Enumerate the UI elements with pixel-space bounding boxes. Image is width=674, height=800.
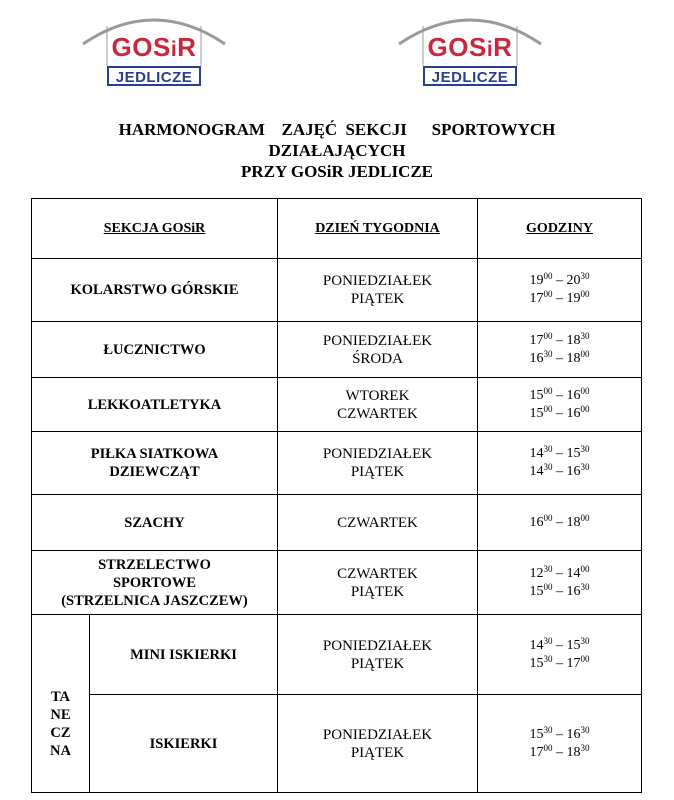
day-name: CZWARTEK (337, 405, 418, 422)
section-name-line: LEKKOATLETYKA (87, 396, 222, 413)
hours-range: $15^{00} - 16^{00}$ (529, 385, 590, 403)
day-name: WTOREK (345, 387, 410, 404)
table-row (32, 551, 642, 615)
hours-cell (478, 551, 642, 615)
day-name: ŚRODA (352, 350, 403, 367)
header-day: DZIEŃ TYGODNIA (278, 199, 478, 259)
hours-range: $15^{30} - 17^{00}$ (529, 653, 590, 671)
table-row (32, 495, 642, 551)
minutes: 30 (543, 653, 553, 664)
minutes: 00 (543, 742, 553, 753)
hours-range: $15^{00} - 16^{00}$ (529, 403, 590, 421)
title-line-2: DZIAŁAJĄCYCH (268, 141, 406, 160)
hours-range: $16^{00} - 18^{00}$ (529, 512, 590, 530)
title-line-3: PRZY GOSiR JEDLICZE (240, 162, 434, 181)
minutes: 00 (543, 385, 553, 396)
hours-cell (478, 432, 642, 495)
section-name-line: SZACHY (124, 514, 185, 531)
day-cell (278, 551, 478, 615)
table-row (32, 695, 642, 793)
logo-left (81, 4, 227, 90)
hours-range: $14^{30} - 15^{30}$ (529, 635, 590, 653)
header-hours: GODZINY (478, 199, 642, 259)
hours-range: $17^{00} - 19^{00}$ (529, 289, 590, 306)
section-name (32, 432, 278, 495)
hours-range: $17^{00} - 18^{30}$ (529, 330, 590, 348)
hours-cell (478, 322, 642, 378)
section-name-line: ŁUCZNICTWO (103, 341, 206, 358)
minutes: 00 (580, 403, 590, 414)
section-name-line: SPORTOWE (112, 574, 197, 591)
subsection-name-line: ISKIERKI (149, 735, 218, 752)
hours-range: $12^{30} - 14^{00}$ (529, 563, 590, 581)
minutes: 30 (580, 462, 590, 472)
section-name-line: (STRZELNICA JASZCZEW) (61, 592, 248, 609)
minutes: 30 (580, 742, 590, 753)
day-cell (278, 378, 478, 432)
section-name (32, 378, 278, 432)
logo-brand: GOSiR (427, 32, 513, 62)
minutes: 00 (543, 581, 553, 592)
section-name (32, 495, 278, 551)
hours-range: $14^{30} - 15^{30}$ (529, 444, 590, 461)
minutes: 00 (543, 512, 553, 523)
hours-cell (478, 378, 642, 432)
minutes: 30 (543, 348, 553, 359)
day-cell (278, 322, 478, 378)
page-title (0, 119, 674, 182)
minutes: 30 (543, 444, 553, 454)
hours-cell (478, 259, 642, 322)
table-header-row (32, 199, 642, 259)
minutes: 30 (543, 563, 553, 574)
day-name: PIĄTEK (350, 744, 405, 761)
minutes: 30 (580, 271, 590, 281)
section-name-line: STRZELECTWO (98, 556, 211, 573)
table-row (32, 432, 642, 495)
hours-range: $17^{00} - 18^{30}$ (529, 742, 590, 760)
day-cell (278, 432, 478, 495)
minutes: 00 (580, 512, 590, 523)
subsection-name (90, 695, 278, 793)
schedule-table (31, 198, 642, 793)
logo-right (397, 4, 543, 90)
logo-place: JEDLICZE (423, 66, 517, 86)
day-name: CZWARTEK (337, 565, 418, 582)
day-cell (278, 695, 478, 793)
day-name: PIĄTEK (350, 291, 405, 307)
table-row (32, 378, 642, 432)
day-name: PIĄTEK (350, 583, 405, 600)
minutes: 00 (580, 289, 590, 299)
day-name: CZWARTEK (337, 514, 418, 531)
header-section: SEKCJA GOSiR (32, 199, 278, 259)
minutes: 30 (580, 635, 590, 646)
day-name: PIĄTEK (350, 464, 405, 480)
dance-label-line: TA (50, 688, 71, 705)
day-name: PONIEDZIAŁEK (322, 446, 433, 462)
hours-range: $16^{30} - 18^{00}$ (529, 348, 590, 366)
section-name-line: DZIEWCZĄT (109, 464, 200, 480)
logo-place: JEDLICZE (107, 66, 201, 86)
day-name: PONIEDZIAŁEK (322, 637, 433, 654)
logo-brand: GOSiR (111, 32, 197, 62)
minutes: 00 (543, 403, 553, 414)
hours-range: $19^{00} - 20^{30}$ (529, 271, 590, 288)
section-name (32, 259, 278, 322)
dance-group-label (32, 615, 90, 793)
hours-range: $14^{30} - 16^{30}$ (529, 462, 590, 479)
section-name (32, 322, 278, 378)
hours-cell (478, 615, 642, 695)
dance-label-line: NE (50, 706, 71, 723)
minutes: 00 (580, 385, 590, 396)
table-row (32, 322, 642, 378)
minutes: 00 (543, 330, 553, 341)
minutes: 30 (543, 462, 553, 472)
day-name: PONIEDZIAŁEK (322, 332, 433, 349)
minutes: 30 (580, 444, 590, 454)
minutes: 30 (543, 635, 553, 646)
table-row (32, 615, 642, 695)
hours-range: $15^{30} - 16^{30}$ (529, 724, 590, 742)
hours-cell (478, 495, 642, 551)
dance-label-line: NA (50, 742, 71, 759)
section-name (32, 551, 278, 615)
day-name: PONIEDZIAŁEK (322, 273, 433, 289)
subsection-name (90, 615, 278, 695)
section-name-line: KOLARSTWO GÓRSKIE (70, 282, 239, 298)
minutes: 30 (580, 581, 590, 592)
hours-range: $15^{00} - 16^{30}$ (529, 581, 590, 599)
day-cell (278, 615, 478, 695)
minutes: 30 (543, 724, 553, 735)
hours-cell (478, 695, 642, 793)
dance-label-line: CZ (50, 724, 71, 741)
subsection-name-line: MINI ISKIERKI (130, 646, 237, 663)
day-name: PIĄTEK (350, 655, 405, 672)
minutes: 00 (580, 563, 590, 574)
minutes: 00 (543, 271, 553, 281)
day-cell (278, 259, 478, 322)
table-row (32, 259, 642, 322)
minutes: 00 (543, 289, 553, 299)
minutes: 00 (580, 653, 590, 664)
day-cell (278, 495, 478, 551)
minutes: 30 (580, 724, 590, 735)
minutes: 30 (580, 330, 590, 341)
minutes: 00 (580, 348, 590, 359)
day-name: PONIEDZIAŁEK (322, 726, 433, 743)
section-name-line: PIŁKA SIATKOWA (90, 446, 219, 462)
title-line-1: HARMONOGRAM ZAJĘĆ SEKCJI SPORTOWYCH (118, 120, 556, 139)
